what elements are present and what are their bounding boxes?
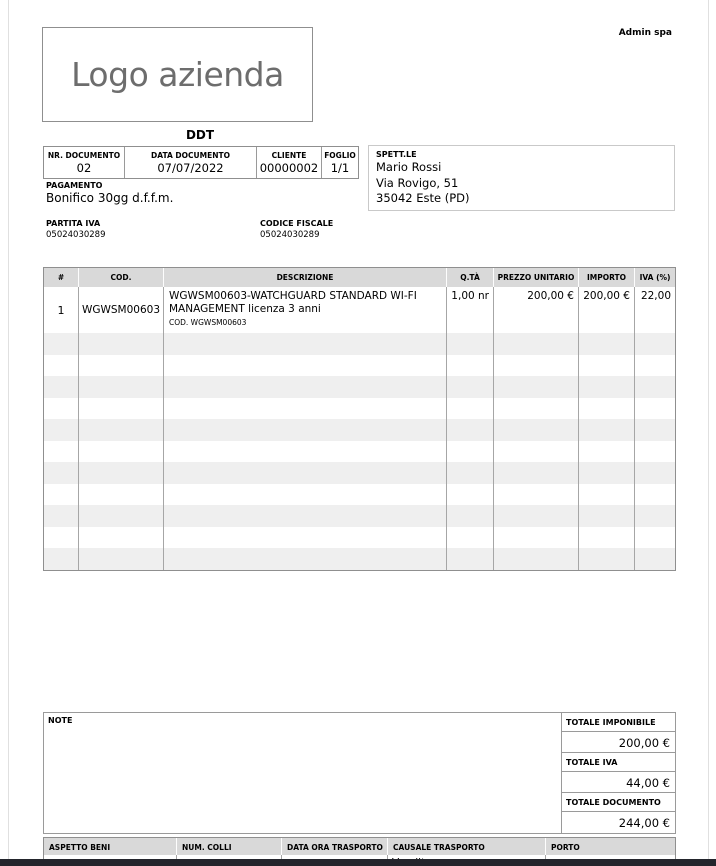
client-label: CLIENTE: [256, 147, 321, 161]
vat-number-value: 05024030289: [46, 230, 106, 240]
page-left-edge: [8, 0, 9, 859]
goods-appearance-label: ASPETTO BENI: [49, 843, 111, 852]
items-col-code: COD.: [78, 268, 163, 287]
empty-table-row: [44, 505, 675, 527]
item-description-code: COD. WGWSM00603: [169, 318, 247, 327]
items-col-description: DESCRIZIONE: [163, 268, 446, 287]
window-bottom-bar: [0, 859, 716, 866]
doc-date-label: DATA DOCUMENTO: [124, 147, 256, 161]
payment-section: [46, 181, 173, 205]
total-taxable-label: TOTALE IMPONIBILE: [562, 713, 675, 732]
recipient-box: [368, 145, 675, 211]
items-col-vat: IVA (%): [634, 268, 675, 287]
empty-table-row: [44, 441, 675, 463]
recipient-address-1: Via Rovigo, 51: [376, 175, 459, 190]
empty-table-row: [44, 419, 675, 441]
items-col-qty: Q.TÀ: [446, 268, 493, 287]
sheet-label: FOGLIO: [321, 147, 358, 161]
items-col-num: #: [57, 273, 65, 282]
recipient-address-2: 35042 Este (PD): [376, 191, 470, 205]
notes-label: NOTE: [48, 716, 73, 725]
page-right-edge: [708, 0, 709, 859]
empty-table-row: [44, 462, 675, 484]
packages-number-label: NUM. COLLI: [176, 838, 281, 855]
total-vat-value: 44,00 €: [562, 772, 675, 793]
item-amount: 200,00 €: [578, 287, 634, 333]
item-vat-pct: 22,00: [634, 287, 675, 333]
total-document-value: 244,00 €: [618, 816, 670, 830]
port-label: PORTO: [545, 838, 676, 855]
fiscal-code-value: 05024030289: [260, 230, 320, 240]
item-qty: 1,00 nr: [446, 287, 493, 333]
items-col-amount: IMPORTO: [578, 268, 634, 287]
items-table-header: [44, 268, 675, 287]
total-taxable-value: 200,00 €: [562, 732, 675, 753]
transport-reason-label: CAUSALE TRASPORTO: [387, 838, 545, 855]
recipient-label: SPETT.LE: [376, 150, 417, 159]
company-logo-placeholder: [42, 27, 313, 122]
total-vat-label: TOTALE IVA: [562, 753, 675, 772]
empty-table-row: [44, 398, 675, 420]
item-description: WGWSM00603-WATCHGUARD STANDARD WI-FI MANAGEMENT licenza 3 anni: [169, 290, 417, 315]
doc-number-value: 02: [76, 161, 92, 175]
vat-number-section: [46, 219, 106, 240]
empty-table-row: [44, 355, 675, 377]
payment-label: PAGAMENTO: [46, 181, 103, 190]
transport-table-header: [44, 838, 675, 855]
items-table: [43, 267, 676, 571]
totals-table: [561, 712, 676, 834]
fiscal-code-section: [260, 219, 333, 240]
transport-datetime-label: DATA ORA TRASPORTO: [281, 838, 387, 855]
notes-box: [43, 712, 562, 834]
item-row-number: 1: [57, 303, 65, 317]
empty-table-row: [44, 484, 675, 506]
fiscal-code-label: CODICE FISCALE: [260, 219, 334, 228]
sheet-value: 1/1: [321, 161, 358, 178]
item-description-cell: [163, 287, 446, 333]
empty-table-row: [44, 548, 675, 570]
document-type-title: DDT: [185, 128, 215, 142]
item-unit-price: 200,00 €: [493, 287, 578, 333]
vat-number-label: PARTITA IVA: [46, 219, 101, 228]
total-document-label: TOTALE DOCUMENTO: [562, 793, 675, 812]
items-col-unit-price: PREZZO UNITARIO: [493, 268, 578, 287]
client-value: 00000002: [256, 161, 321, 178]
empty-table-row: [44, 527, 675, 549]
logo-text: Logo azienda: [71, 55, 284, 94]
items-empty-rows: [44, 333, 675, 570]
table-row: [44, 287, 675, 333]
item-code: WGWSM00603: [78, 287, 163, 333]
doc-date-value: 07/07/2022: [124, 161, 256, 178]
payment-value: Bonifico 30gg d.f.f.m.: [46, 191, 174, 205]
empty-table-row: [44, 333, 675, 355]
empty-table-row: [44, 376, 675, 398]
document-info-table: [43, 146, 359, 179]
doc-number-label: NR. DOCUMENTO: [47, 151, 121, 160]
recipient-name: Mario Rossi: [376, 160, 442, 174]
company-name: Admin spa: [618, 28, 672, 38]
